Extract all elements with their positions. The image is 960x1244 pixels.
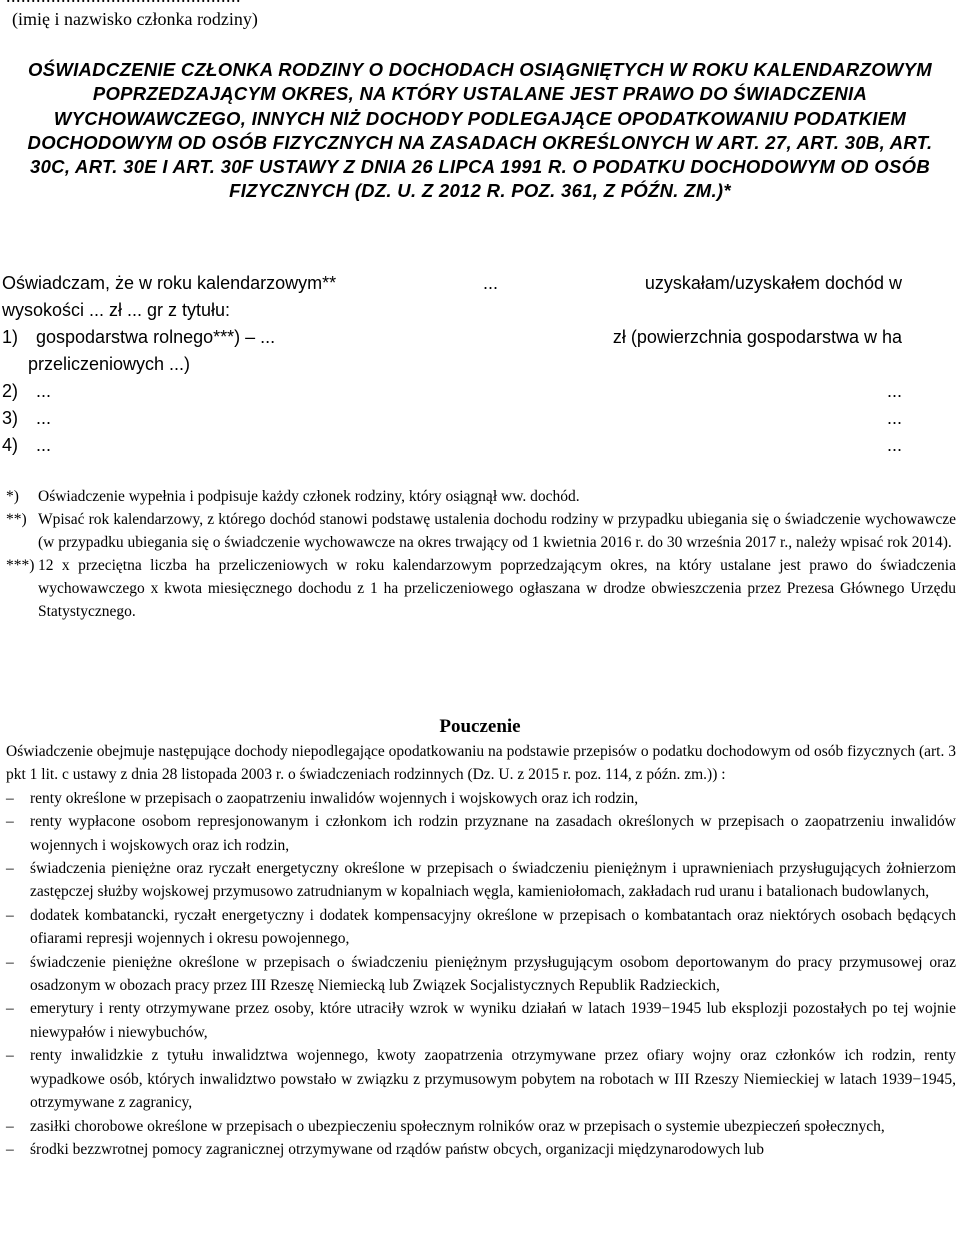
item-number: 1): [2, 327, 19, 347]
dash-bullet: –: [6, 813, 14, 831]
list-item-text: renty określone w przepisach o zaopatrzeniu inwalidów wojennych i wojskowych oraz ich rodzin,: [30, 789, 639, 807]
footnote: [6, 508, 956, 554]
footnote-mark: ***): [6, 557, 35, 574]
dash-bullet: –: [6, 1000, 14, 1018]
income-item-3: [2, 405, 902, 432]
list-item: [6, 951, 956, 998]
list-item-text: świadczenie pieniężne określone w przepisach o świadczeniu pieniężnym przysługującym osobom deportowanym do pracy przymusowej oraz osadzonym w obozach pracy przez III Rzeszę Niemiecką lub Związek Socjalistycznych Republik Radzieckich,: [30, 953, 956, 995]
income-item-4: [2, 432, 902, 459]
year-blank[interactable]: ...: [483, 273, 499, 293]
item-number: 3): [2, 408, 19, 428]
list-item: [6, 1115, 956, 1138]
declaration-line-1: [2, 270, 902, 297]
item-blank[interactable]: ...: [36, 435, 52, 455]
signature-dotted-line: [6, 0, 241, 7]
pouczenie-heading: Pouczenie: [439, 716, 521, 737]
footnote-mark: *): [6, 488, 19, 505]
item-blank[interactable]: ...: [36, 381, 52, 401]
declaration-text: Oświadczam, że w roku kalendarzowym**: [2, 273, 337, 293]
list-item-text: dodatek kombatancki, ryczałt energetyczny i dodatek kompensacyjny określone w przepisach o kombatantach oraz niektórych osobach będących ofiarami represji wojennych i okresu powojennego,: [30, 906, 956, 948]
list-item-text: emerytury i renty otrzymywane przez osoby, które utraciły wzrok w wyniku działań w latach 1939−1945 lub eksplozji pozostałych po tej wojnie niewypałów i niewybuchów,: [30, 1000, 956, 1041]
item-blank-end: ...: [886, 435, 902, 455]
dash-bullet: –: [6, 953, 14, 971]
footnotes: [6, 485, 956, 623]
item-blank-end: ...: [886, 408, 902, 428]
declaration-text-cont: uzyskałam/uzyskałem dochód w: [644, 273, 902, 293]
pouczenie-intro: Oświadczenie obejmuje następujące dochody niepodlegające opodatkowaniu na podstawie przepisów o podatku dochodowym od osób fizycznych (art. 3 pkt 1 lit. c ustawy z dnia 28 listopada 2003 r. o świadczeniach rodzinnych (Dz. U. z 2015 r. poz. 114, z późn. zm.)) :: [6, 743, 956, 784]
dash-bullet: –: [6, 1117, 14, 1135]
footnote-text: Wpisać rok kalendarzowy, z którego dochód stanowi podstawę ustalenia dochodu rodziny w przypadku ubiegania się o świadczenie wychowawcze (w przypadku ubiegania się o świadczenie wychowawcze na okres trwający od 1 kwietnia 2016 r. do 30 września 2017 r., należy wpisać rok 2014).: [38, 511, 956, 551]
income-item-1: [2, 324, 902, 351]
list-item-text: renty wypłacone osobom represjonowanym i członkom ich rodzin przyznane na zasadach określonych w przepisach o zaopatrzeniu inwalidów wojennych i wojskowych oraz ich rodzin,: [30, 813, 956, 854]
document-title: OŚWIADCZENIE CZŁONKA RODZINY O DOCHODACH OSIĄGNIĘTYCH W ROKU KALENDARZOWYM POPRZEDZAJĄCYM OKRES, NA KTÓRY USTALANE JEST PRAWO DO ŚWIADCZENIA WYCHOWAWCZEGO, INNYCH NIŻ DOCHODY PODLEGAJĄCE OPODATKOWANIU PODATKIEM DOCHODOWYM OD OSÓB FIZYCZNYCH NA ZASADACH OKREŚLONYCH W ART. 27, ART. 30B, ART. 30C, ART. 30E I ART. 30F USTAWY Z DNIA 26 LIPCA 1991 R. O PODATKU DOCHODOWYM OD OSÓB FIZYCZNYCH (DZ. U. Z 2012 R. POZ. 361, Z PÓŹN. ZM.)*: [27, 59, 933, 202]
list-item: [6, 1044, 956, 1114]
item-blank[interactable]: ...: [36, 408, 52, 428]
list-item: [6, 787, 956, 810]
list-item: [6, 997, 956, 1044]
item-1-continuation: przeliczeniowych ...): [28, 354, 191, 374]
item-1-label: gospodarstwa rolnego***): [36, 327, 241, 347]
item-blank-end: ...: [886, 381, 902, 401]
dash-bullet: –: [6, 906, 14, 924]
list-item: [6, 904, 956, 951]
list-item: [6, 1138, 956, 1161]
item-1-blank[interactable]: ...: [260, 327, 276, 347]
dash-bullet: –: [6, 860, 14, 878]
list-item-text: zasiłki chorobowe określone w przepisach o ubezpieczeniu społecznym rolników oraz w przepisach o systemie ubezpieczeń społecznych,: [30, 1117, 885, 1135]
footnote-text: Oświadczenie wypełnia i podpisuje każdy członek rodziny, który osiągnął ww. dochód.: [38, 488, 580, 505]
list-item-text: świadczenia pieniężne oraz ryczałt energetyczny określone w przepisach o świadczeniu pieniężnym i uprawnieniach przysługujących żołnierzom zastępczej służby wojskowej przymusowo zatrudnianym w kopalniach węgla, kamieniołomach, zakładach rud uranu i batalionach budowlanych,: [30, 860, 956, 901]
declaration-line-2: wysokości ... zł ... gr z tytułu:: [2, 300, 231, 320]
list-item: [6, 810, 956, 857]
dash-bullet: –: [6, 789, 14, 807]
list-item: [6, 857, 956, 904]
footnote-text: 12 x przeciętna liczba ha przeliczeniowych w roku kalendarzowym poprzedzającym okres, na który ustalane jest prawo do świadczenia wychowawczego x kwota miesięcznego dochodu z 1 ha przeliczeniowego ogłaszana w drodze obwieszczenia przez Prezesa Głównego Urzędu Statystycznego.: [38, 557, 956, 620]
item-number: 4): [2, 435, 19, 455]
item-number: 2): [2, 381, 19, 401]
list-item-text: renty inwalidzkie z tytułu inwalidztwa wojennego, kwoty zaopatrzenia otrzymywane przez ofiary wojny oraz członków ich rodzin, renty wypadkowe osób, których inwalidztwo powstało w związku z przymusowym pobytem na robotach w III Rzeszy Niemieckiej w latach 1939−1945, otrzymywane z zagranicy,: [30, 1047, 956, 1112]
pouczenie-section: [6, 740, 956, 1161]
dash-mark: –: [240, 327, 261, 347]
footnote-mark: **): [6, 511, 27, 528]
footnote: [6, 554, 956, 623]
dash-bullet: –: [6, 1140, 14, 1158]
list-item-text: środki bezzwrotnej pomocy zagranicznej otrzymywane od rządów państw obcych, organizacji międzynarodowych lub: [30, 1140, 764, 1158]
item-1-label-cont: zł (powierzchnia gospodarstwa w ha: [612, 327, 902, 347]
dash-bullet: –: [6, 1047, 14, 1065]
footnote: [6, 485, 956, 508]
signature-label: (imię i nazwisko członka rodziny): [12, 9, 258, 29]
declaration-section: [2, 270, 902, 459]
income-item-2: [2, 378, 902, 405]
